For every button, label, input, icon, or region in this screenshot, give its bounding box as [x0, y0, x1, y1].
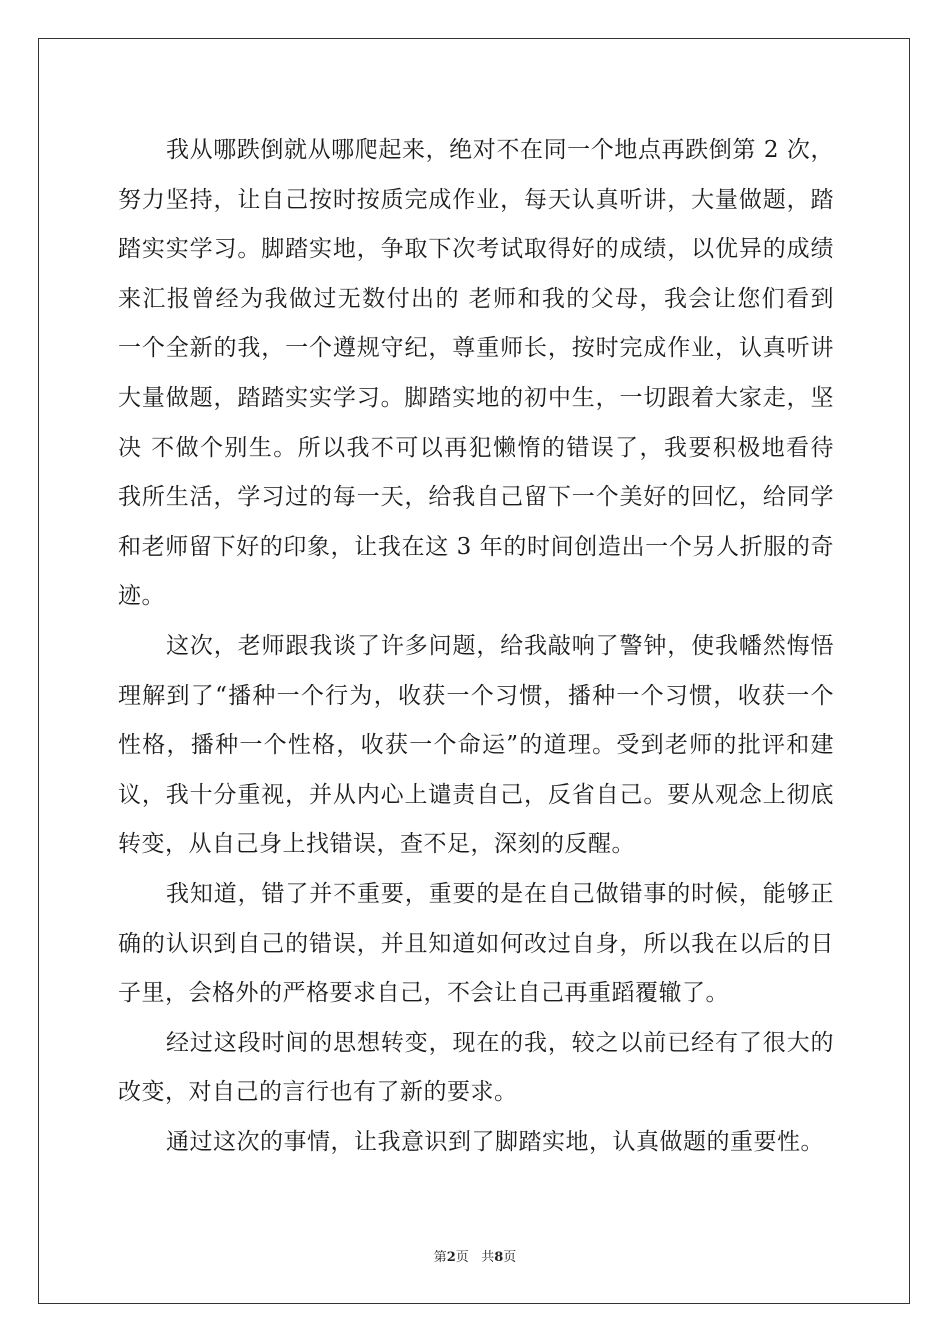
text-line: 来汇报曾经为我做过无数付出的 老师和我的父母，我会让您们看到: [118, 285, 834, 312]
text-line: 议，我十分重视，并从内心上谴责自己，反省自己。要从观念上彻底: [118, 781, 834, 808]
paragraph: [118, 1118, 834, 1168]
total-prefix: 共: [481, 1250, 495, 1265]
text-line: 努力坚持，让自己按时按质完成作业，每天认真听讲，大量做题，踏: [118, 186, 834, 213]
text-line: 性格，播种一个性格，收获一个命运”的道理。受到老师的批评和建: [118, 732, 834, 759]
text-line: 我知道，错了并不重要，重要的是在自己做错事的时候，能够正: [166, 880, 834, 907]
page-footer: [0, 1246, 950, 1265]
text-line: 大量做题，踏踏实实学习。脚踏实地的初中生，一切跟着大家走，坚: [118, 384, 834, 411]
text-line: 一个全新的我，一个遵规守纪，尊重师长，按时完成作业，认真听讲: [118, 335, 834, 362]
document-body: [118, 126, 834, 1167]
text-line: 确的认识到自己的错误，并且知道如何改过自身，所以我在以后的日: [118, 930, 834, 957]
total-suffix: 页: [503, 1250, 517, 1265]
text-line: 和老师留下好的印象，让我在这 3 年的时间创造出一个另人折服的奇: [118, 533, 834, 560]
text-line: 我从哪跌倒就从哪爬起来，绝对不在同一个地点再跌倒第 2 次，: [166, 137, 834, 163]
paragraph: [118, 870, 834, 1019]
text-line: 这次，老师跟我谈了许多问题，给我敲响了警钟，使我幡然悔悟: [166, 632, 834, 659]
text-line: 迹。: [118, 583, 165, 610]
text-line: 决 不做个别生。所以我不可以再犯懒惰的错误了，我要积极地看待: [118, 434, 834, 461]
total-pages: 8: [494, 1250, 504, 1265]
text-line: 踏实实学习。脚踏实地，争取下次考试取得好的成绩，以优异的成绩: [118, 236, 834, 263]
text-line: 经过这段时间的思想转变，现在的我，较之以前已经有了很大的: [166, 1029, 834, 1056]
text-line: 我所生活，学习过的每一天，给我自己留下一个美好的回忆，给同学: [118, 484, 834, 511]
page-prefix: 第: [433, 1250, 447, 1265]
text-line: 转变，从自己身上找错误，查不足，深刻的反醒。: [118, 831, 635, 858]
paragraph: [118, 622, 834, 870]
page-suffix: 页: [455, 1250, 469, 1265]
text-line: 改变，对自己的言行也有了新的要求。: [118, 1079, 518, 1106]
text-line: 子里，会格外的严格要求自己，不会让自己再重蹈覆辙了。: [118, 980, 729, 1007]
text-line: 通过这次的事情，让我意识到了脚踏实地，认真做题的重要性。: [166, 1128, 824, 1155]
paragraph: [118, 126, 834, 622]
text-line: 理解到了“播种一个行为，收获一个习惯，播种一个习惯，收获一个: [118, 682, 834, 709]
page-number: 2: [446, 1250, 456, 1265]
paragraph: [118, 1019, 834, 1118]
